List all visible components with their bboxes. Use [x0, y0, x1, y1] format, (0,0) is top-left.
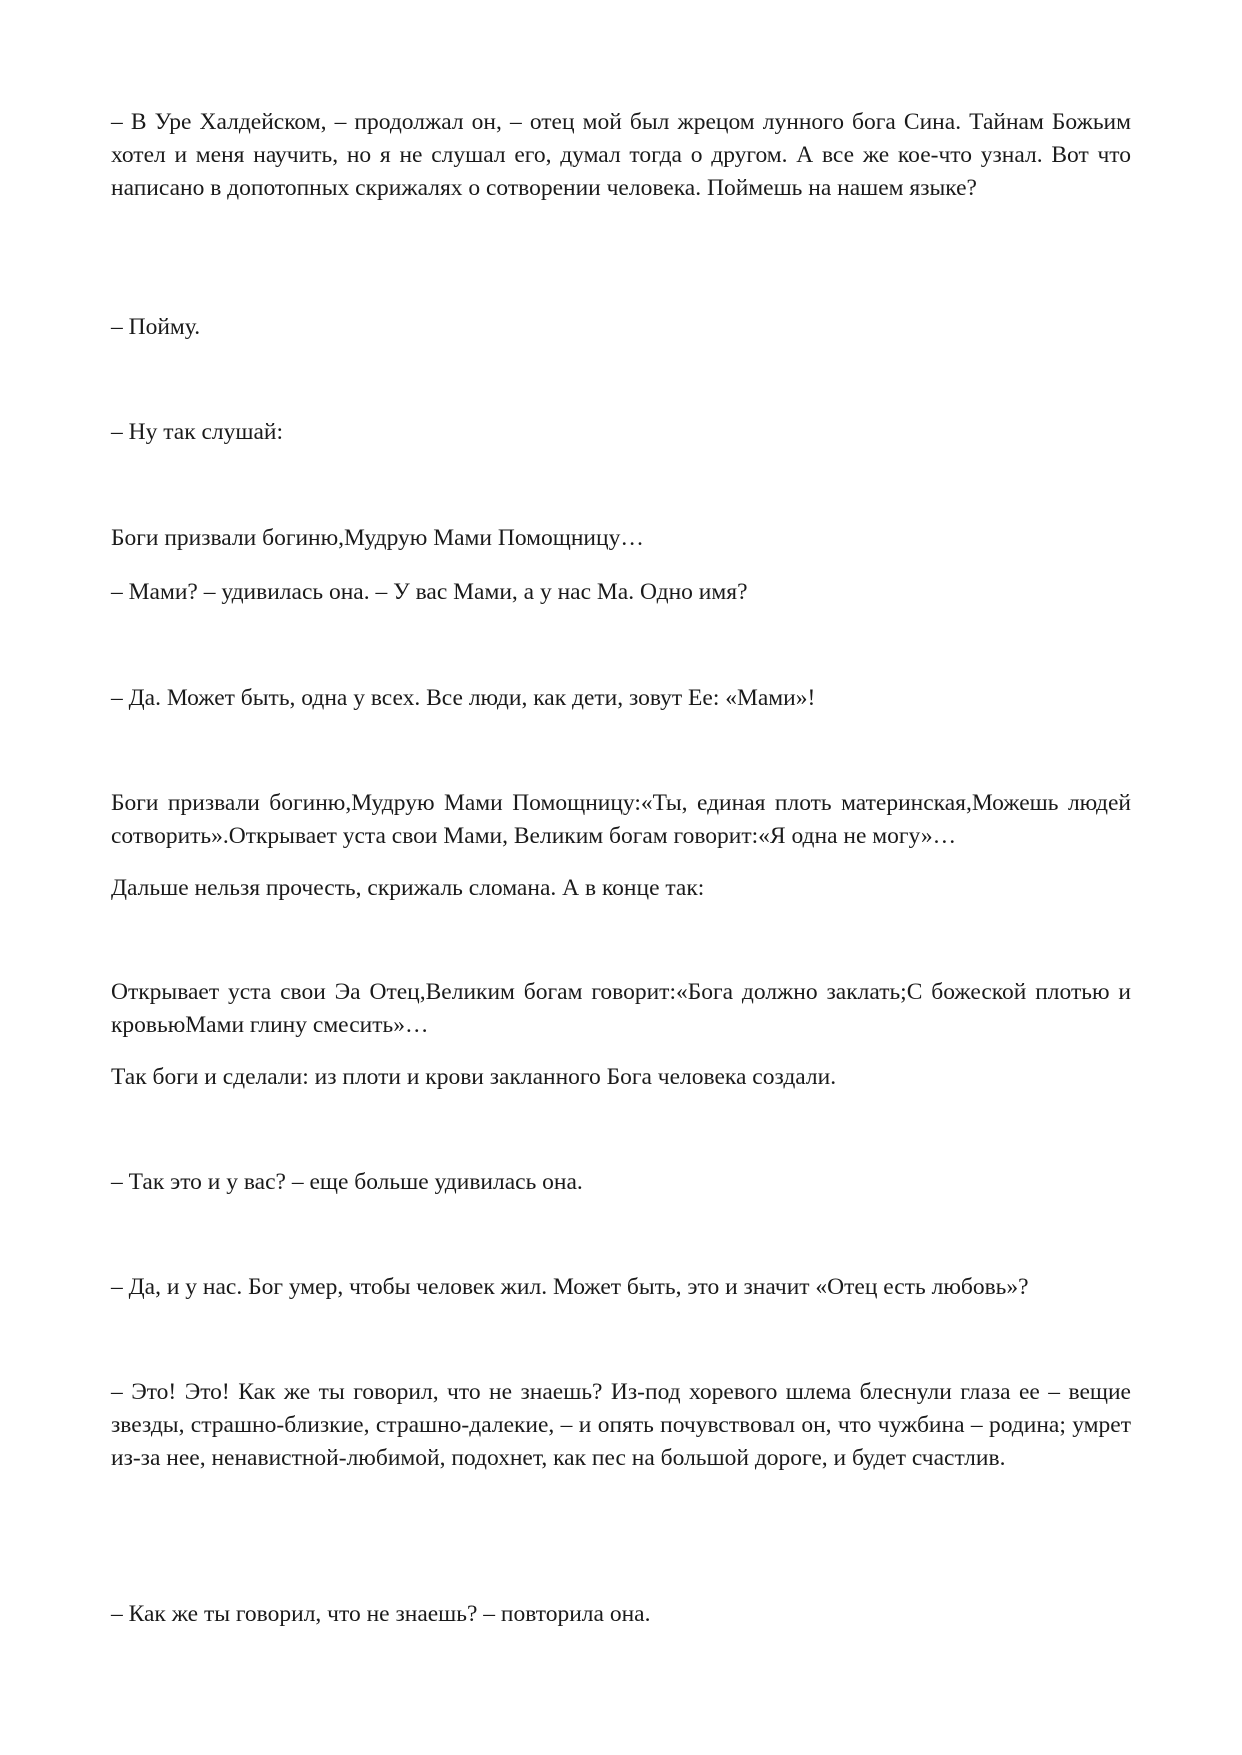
- paragraph-reply-understand: – Пойму.: [111, 314, 201, 340]
- paragraph-surprised: – Так это и у вас? – еще больше удивилась она.: [111, 1169, 583, 1195]
- paragraph-mami-answer: – Да. Может быть, одна у всех. Все люди, как дети, зовут Ее: «Мами»!: [111, 685, 816, 711]
- paragraph-ur-chaldean: – В Уре Халдейском, – продолжал он, – отец мой был жрецом лунного бога Сина. Тайнам Божьим хотел и меня научить, но я не слушал его, думал тогда о другом. А все же кое-что узнал. Вот что написано в допотопных скрижалях о сотворении человека. Поймешь на нашем языке?: [111, 109, 1131, 201]
- paragraph-tablet-broken: Дальше нельзя прочесть, скрижаль сломана. А в конце так:: [111, 875, 705, 901]
- paragraph-verse-3: Открывает уста свои Эа Отец,Великим богам говорит:«Бога должно заклать;С божеской плотью и кровьюМами глину смесить»…: [111, 979, 1131, 1038]
- paragraph-gods-did: Так боги и сделали: из плоти и крови закланного Бога человека создали.: [111, 1064, 837, 1090]
- paragraph-mami-question: – Мами? – удивилась она. – У вас Мами, а у нас Ма. Одно имя?: [111, 579, 748, 605]
- paragraph-god-died: – Да, и у нас. Бог умер, чтобы человек жил. Может быть, это и значит «Отец есть любовь»?: [111, 1274, 1029, 1300]
- paragraph-listen: – Ну так слушай:: [111, 419, 284, 445]
- paragraph-this-this: – Это! Это! Как же ты говорил, что не знаешь? Из-под хоревого шлема блеснули глаза ее – вещие звезды, страшно-близкие, страшно-далекие, – и опять почувствовал он, что чужбина – родина; умрет из-за нее, ненавистной-любимой, подохнет, как пес на большой дороге, и будет счастлив.: [111, 1379, 1131, 1471]
- paragraph-verse-2: Боги призвали богиню,Мудрую Мами Помощницу:«Ты, единая плоть материнская,Можешь людей сотворить».Открывает уста свои Мами, Великим богам говорит:«Я одна не могу»…: [111, 790, 1131, 849]
- paragraph-verse-1: Боги призвали богиню,Мудрую Мами Помощницу…: [111, 525, 644, 551]
- paragraph-repeated: – Как же ты говорил, что не знаешь? – повторила она.: [111, 1601, 651, 1627]
